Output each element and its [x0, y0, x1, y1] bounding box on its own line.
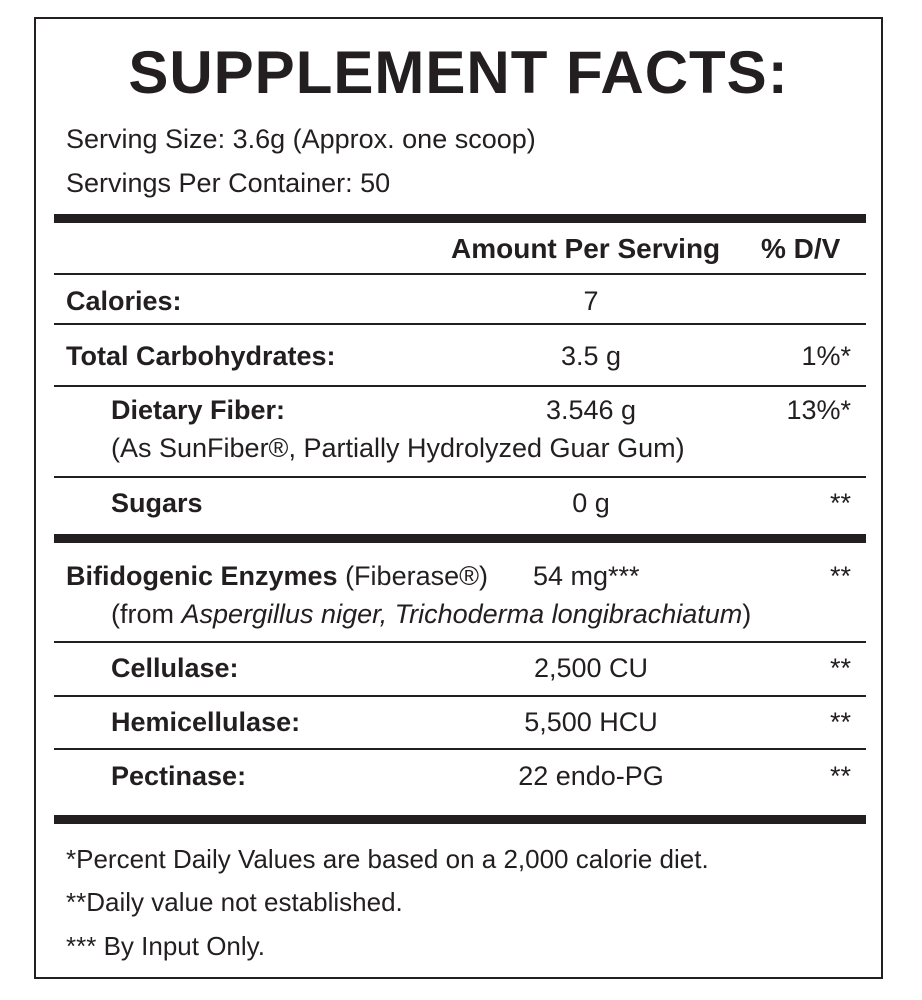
enzymes-dv: **	[829, 561, 851, 591]
hemicellulase-dv: **	[829, 707, 851, 737]
cellulase-amount: 2,500 CU	[533, 653, 649, 683]
calories-amount: 7	[583, 286, 599, 316]
divider	[54, 273, 866, 275]
dietary-fiber-dv: 13%*	[786, 395, 851, 425]
divider	[54, 476, 866, 478]
pectinase-dv: **	[829, 761, 851, 791]
pectinase-label: Pectinase:	[111, 761, 247, 791]
cellulase-label: Cellulase:	[111, 653, 239, 683]
thick-divider	[54, 534, 866, 543]
sugars-label: Sugars	[111, 488, 203, 518]
enzymes-label: Bifidogenic Enzymes	[66, 561, 338, 591]
header-daily-value: % D/V	[761, 233, 841, 264]
total-carbohydrates-dv: 1%*	[801, 341, 851, 371]
enzymes-label-line	[66, 559, 488, 593]
footnote-daily-values: *Percent Daily Values are based on a 2,000 calorie diet.	[66, 844, 709, 874]
divider	[54, 641, 866, 643]
enzymes-source-suffix: )	[742, 599, 752, 629]
panel-title: SUPPLEMENT FACTS:	[128, 39, 789, 106]
enzymes-amount: 54 mg***	[533, 561, 640, 591]
pectinase-amount: 22 endo-PG	[518, 761, 664, 791]
sugars-amount: 0 g	[572, 488, 610, 518]
divider	[54, 385, 866, 387]
dietary-fiber-amount: 3.546 g	[545, 395, 637, 425]
divider	[54, 748, 866, 750]
hemicellulase-amount: 5,500 HCU	[524, 707, 658, 737]
divider	[54, 323, 866, 325]
servings-per-container: Servings Per Container: 50	[66, 168, 391, 198]
enzymes-source	[111, 597, 751, 631]
supplement-facts-panel	[34, 17, 883, 979]
calories-label: Calories:	[66, 286, 182, 316]
dietary-fiber-label: Dietary Fiber:	[111, 395, 286, 425]
cellulase-dv: **	[829, 653, 851, 683]
divider	[54, 695, 866, 697]
thick-divider	[54, 214, 866, 223]
header-amount-per-serving: Amount Per Serving	[451, 233, 721, 264]
footnote-input-only: *** By Input Only.	[66, 931, 265, 961]
total-carbohydrates-label: Total Carbohydrates:	[66, 341, 336, 371]
enzymes-source-prefix: (from	[111, 599, 182, 629]
footnote-not-established: **Daily value not established.	[66, 887, 403, 917]
enzymes-source-organisms: Aspergillus niger, Trichoderma longibrachiatum	[181, 599, 743, 629]
thick-divider	[54, 815, 866, 824]
dietary-fiber-note: (As SunFiber®, Partially Hydrolyzed Guar Gum)	[111, 433, 685, 463]
sugars-dv: **	[829, 488, 851, 518]
enzymes-brand: (Fiberase®)	[337, 561, 488, 591]
hemicellulase-label: Hemicellulase:	[111, 707, 301, 737]
total-carbohydrates-amount: 3.5 g	[560, 341, 622, 371]
serving-size: Serving Size: 3.6g (Approx. one scoop)	[66, 124, 536, 154]
